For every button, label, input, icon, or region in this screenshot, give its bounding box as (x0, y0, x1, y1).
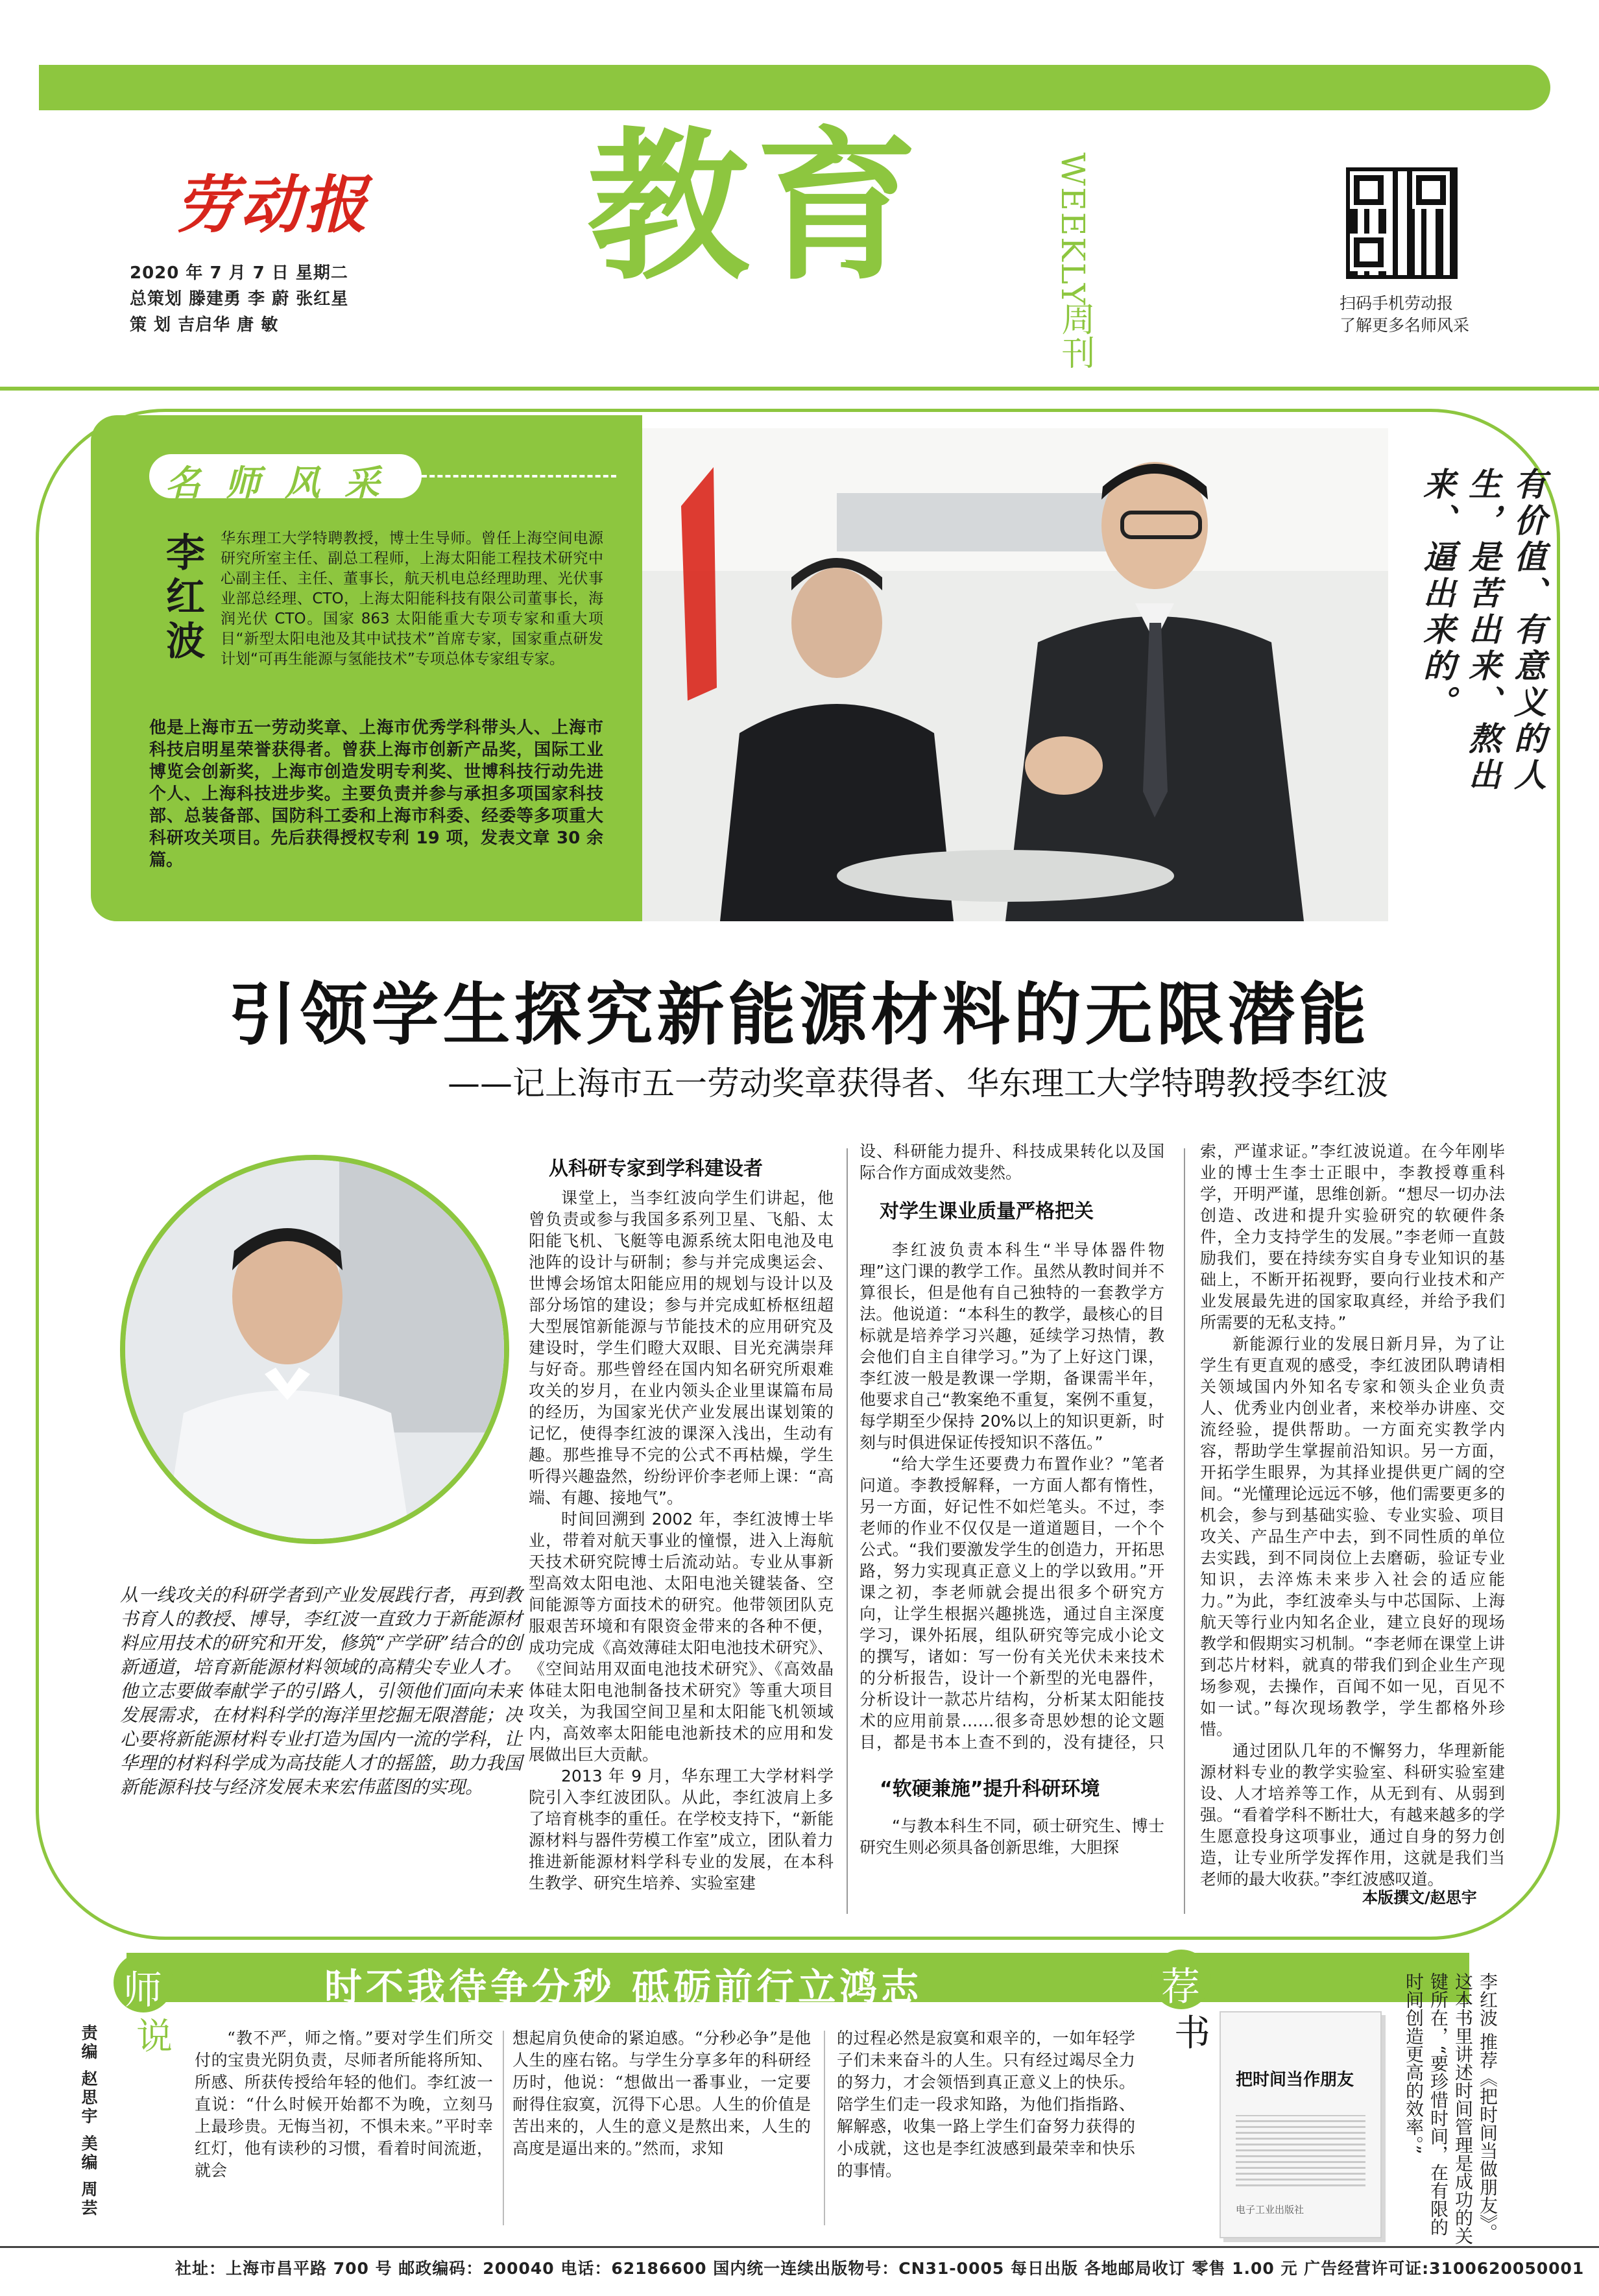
article-paragraph: 新能源行业的发展日新月异，为了让学生有更直观的感受，李红波团队聘请相关领域国内外知名专家和领头企业负责人、优秀业内创业者，来校举办讲座、交流经验，提供帮助。一方面充实教学内容，帮助学生掌握前沿知识。另一方面，开拓学生眼界，为其择业提供更广阔的空间。“光懂理论远远不够，他们需要更多的机会，参与到基础实验、专业实验、项目攻关、产品生产中去，到不同性质的单位去实践，到不同岗位上去磨砺，验证专业知识，去淬炼未来步入社会的适应能力。”为此，李红波牵头与中芯国际、上海航天等行业内知名企业，建立良好的现场教学和假期实习机制。“李老师在课堂上讲到芯片材料，就真的带我们到企业生产现场参观，去操作，百闻不如一见，百见不如一试。”每次现场教学，学生都格外珍惜。 (1200, 1335, 1505, 1739)
lower-title: 时不我待争分秒 砥砺前行立鸿志 (324, 1965, 923, 2009)
teacher-says-text: “教不严，师之惰。”要对学生们所交付的宝贵光阴负责，尽师者所能将所知、所感、所获传授给年轻的他们。李红波一直说：“什么时候开始都不为晚，立刻马上最珍贵。无悔当初，不惧未来。”平时幸红灯，他有读秒的习惯，看着时间流逝，就会 (195, 2029, 493, 2180)
masthead-divider (0, 387, 1599, 391)
main-photo (642, 428, 1388, 921)
organizer-text: 中国教育工会上海市委员会 劳动报社联合主办 (952, 14, 1560, 47)
section-heading: 对学生课业质量严格把关 (880, 1200, 1094, 1223)
column-tag-text: 名师风采 (165, 462, 404, 503)
organizer-banner (39, 65, 1550, 110)
book-title: 把时间当作朋友 (1236, 2070, 1354, 2090)
publication-footer: 社址：上海市昌平路 700 号 邮政编码：200040 电话：62186600 国内统一连续出版物号：CN31-0005 每日出版 各地邮局收订 零售 1.00 元 广告经营许可证:3100620050001 (175, 2259, 1585, 2278)
teacher-says-char: 说 (136, 2016, 173, 2058)
article-paragraph: 设、科研能力提升、科技成果转化以及国际合作方面成效斐然。 (860, 1142, 1164, 1182)
portrait-photo (120, 1155, 509, 1544)
newspaper-logo: 劳动报 (175, 168, 370, 241)
profile-name: 李红波 (160, 532, 205, 664)
planners: 策 划 吉启华 唐 敏 (130, 315, 279, 335)
headline: 引领学生探究新能源材料的无限潜能 (228, 974, 1371, 1054)
qr-corner-marker (1354, 237, 1384, 267)
article-column-3 (1200, 1141, 1505, 1906)
weekly-label-en: WEEKLY (1054, 152, 1092, 306)
speakers-photo-illustration (642, 428, 1388, 921)
article-paragraph: 时间回溯到 2002 年，李红波博士毕业，带着对航天事业的憧憬，进入上海航天技术研究院博士后流动站。专业从事新型高效太阳电池、太阳电池关键装备、空间能源等方面技术的研究。他带领团队克服艰苦环境和有限资金带来的各种不便，成功完成《高效薄硅太阳电池技术研究》、《空间站用双面电池技术研究》、《高效晶体硅太阳电池制备技术研究》等重大项目攻关，为我国空间卫星和太阳能飞机领域内，高效率太阳能电池新技术的应用和发展做出巨大贡献。 (529, 1510, 834, 1764)
article-column-2-bottom (860, 1815, 1164, 1919)
book-recommendation: 李红波 推荐《把时间当做朋友》。这本书里讲述时间管理是成功的关键所在，“要珍惜时间，在有限的时间创造更高的效率。” (1403, 1972, 1498, 2245)
column-divider (503, 2031, 504, 2225)
qr-corner-marker (1354, 175, 1384, 205)
book-rec-char: 书 (1174, 2012, 1210, 2055)
byline: 本版撰文/赵思宇 (1362, 1889, 1477, 1907)
subheadline: ——记上海市五一劳动奖章获得者、华东理工大学特聘教授李红波 (448, 1065, 1388, 1102)
qr-caption: 扫码手机劳动报 (1340, 294, 1454, 313)
section-title: 教育 (587, 113, 924, 302)
section-heading: 从科研专家到学科建设者 (549, 1157, 763, 1180)
qr-caption: 了解更多名师风采 (1340, 316, 1470, 335)
article-paragraph: 课堂上，当李红波向学生们讲起，他曾负责或参与我国多系列卫星、飞船、太阳能飞机、飞艇等电源系统太阳电池及电池阵的设计与研制；参与并完成奥运会、世博会场馆太阳能应用的规划与设计以及部分场馆的建设；参与并完成虹桥枢纽超大型展馆新能源与节能技术的应用研究及建设时，学生们瞪大双眼、目光充满崇拜与好奇。那些曾经在国内知名研究所艰难攻关的岁月，在业内领头企业里谋篇布局的经历，为国家光伏产业发展出谋划策的记忆，使得李红波的课深入浅出，生动有趣。那些推导不完的公式不再枯燥，学生听得兴趣盎然，纷纷评价李老师上课：“高端、有趣、接地气”。 (529, 1189, 834, 1507)
footer-divider (0, 2246, 1599, 2248)
article-column-1 (529, 1187, 834, 1920)
teacher-says-text: 的过程必然是寂寞和艰辛的，一如年轻学子们未来奋斗的人生。只有经过竭尽全力的努力，才会领悟到真正意义上的快乐。陪学生们走一段求知路，为他们指指路、解解惑，收集一路上学生们奋努力获得的小成就，这也是李红波感到最荣幸和快乐的事情。 (837, 2029, 1135, 2180)
issue-date: 2020 年 7 月 7 日 星期二 (130, 263, 348, 283)
article-paragraph: “与教本科生不同，硕士研究生、博士研究生则必须具备创新思维，大胆探 (860, 1817, 1164, 1857)
column-divider (847, 1148, 848, 1914)
section-heading: “软硬兼施”提升科研环境 (880, 1778, 1100, 1800)
pull-quote: 有价值、有意义的人生，是苦出来、熬出来、逼出来的。 (1418, 467, 1547, 794)
column-divider (824, 2031, 825, 2225)
article-paragraph: 索，严谨求证。”李红波说道。在今年刚毕业的博士生李士正眼中，李教授尊重科学，开明严谨，思维创新。“想尽一切办法创造、改进和提升实验研究的软硬件条件，全力支持学生的发展。”李老师一直鼓励我们，要在持续夯实自身专业知识的基础上，不断开拓视野，要向行业技术和产业发展最先进的国家取真经，并给予我们所需要的无私支持。” (1200, 1142, 1505, 1332)
article-paragraph: 2013 年 9 月，华东理工大学材料学院引入李红波团队。从此，李红波肩上多了培育桃李的重任。在学校支持下，“新能源材料与器件劳模工作室”成立，团队着力推进新能源材料学科专业的发展，在本科生教学、研究生培养、实验室建 (529, 1767, 834, 1892)
teacher-says-text: 想起肩负使命的紧迫感。“分秒必争”是他人生的座右铭。与学生分享多年的科研经历时，他说：“想做出一番事业，一定要耐得住寂寞，沉得下心思。人生的价值是苦出来的，人生的意义是熬出来，人生的高度是逼出来的。”然而，求知 (512, 2029, 811, 2158)
book-publisher: 电子工业出版社 (1236, 2204, 1304, 2216)
teacher-says-column-1 (195, 2027, 493, 2235)
tag-dashed-line (422, 475, 616, 477)
column-divider (1184, 1148, 1185, 1914)
chief-planners: 总策划 滕建勇 李 蔚 张红星 (130, 289, 349, 309)
profile-description: 华东理工大学特聘教授，博士生导师。曾任上海空间电源研究所室主任、副总工程师，上海太阳能工程技术研究中心副主任、主任、董事长，航天机电总经理助理、光伏事业部总经理、CTO，上海太阳能科技有限公司董事长，海润光伏 CTO。国家 863 太阳能重大专项专家和重大项目“新型太阳电池及其中试技术”首席专家，国家重点研发计划“可再生能源与氢能技术”专项总体专家组专家。 (221, 530, 603, 668)
teacher-says-char: 师 (123, 1968, 162, 2013)
article-paragraph: 李红波负责本科生“半导体器件物理”这门课的教学工作。虽然从教时间并不算很长，但是他有自己独特的一套教学方法。他说道：“本科生的教学，最核心的目标就是培养学习兴趣，延续学习热情，教会他们自主自律学习。”为了上好这门课，李红波一般是教课一学期，备课需半年，他要求自己“教案绝不重复，案例不重复，每学期至少保持 20%以上的知识更新，时刻与时俱进保证传授知识不落伍。” (860, 1240, 1164, 1452)
weekly-label-zh: 周刊 (1055, 302, 1094, 369)
book-rec-char: 荐 (1161, 1964, 1200, 2010)
page-editors: 责编 赵思宇 美编 周芸 (79, 2024, 98, 2219)
profile-achievements: 他是上海市五一劳动奖章、上海市优秀学科带头人、上海市科技启明星荣誉获得者。曾获上海市创新产品奖，国际工业博览会创新奖，上海市创造发明专利奖、世博科技行动先进个人、上海科技进步奖。主要负责并参与承担多项国家科技部、总装备部、国防科工委和上海市科委、经委等多项重大科研攻关项目。先后获得授权专利 19 项，发表文章 30 余篇。 (149, 718, 603, 870)
qr-corner-marker (1416, 175, 1446, 205)
article-column-2 (860, 1239, 1164, 1752)
article-paragraph: “给大学生还要费力布置作业？”笔者问道。李教授解释，一方面人都有惰性，另一方面，好记性不如烂笔头。不过，李老师的作业不仅仅是一道道题目，一个个公式。“我们要激发学生的创造力，开拓思路，努力实现真正意义上的学以致用。”开课之初，李老师就会提出很多个研究方向，让学生根据兴趣挑选，通过自主深度学习，课外拓展，组队研究等完成小论文的撰写，诸如：写一份有关光伏未来技术的分析报告，设计一个新型的光电器件，分析设计一款芯片结构，分析某太阳能技术的应用前景……很多奇思妙想的论文题目，都是书本上查不到的，没有捷径，只 (860, 1455, 1164, 1752)
article-intro: 从一线攻关的科研学者到产业发展践行者，再到教书育人的教授、博导，李红波一直致力于新能源材料应用技术的研究和开发，修筑“产学研”结合的创新通道，培育新能源材料领域的高精尖专业人才。他立志要做奉献学子的引路人，引领他们面向未来发展需求，在材料科学的海洋里挖掘无限潜能；决心要将新能源材料专业打造为国内一流的学科，让华理的材料科学成为高技能人才的摇篮，助力我国新能源科技与经济发展未来宏伟蓝图的实现。 (120, 1584, 522, 1798)
teacher-says-column-2 (512, 2027, 811, 2235)
book-cover-pattern (1236, 2115, 1365, 2186)
portrait-illustration (125, 1160, 504, 1539)
teacher-says-column-3 (837, 2027, 1135, 2235)
article-paragraph: 通过团队几年的不懈努力，华理新能源材料专业的教学实验室、科研实验室建设、人才培养等工作，从无到有、从弱到强。“看着学科不断壮大，有越来越多的学生愿意投身这项事业，通过自身的努力创造，让专业所学发挥作用，这就是我们当老师的最大收获。”李红波感叹道。 (1200, 1741, 1505, 1889)
